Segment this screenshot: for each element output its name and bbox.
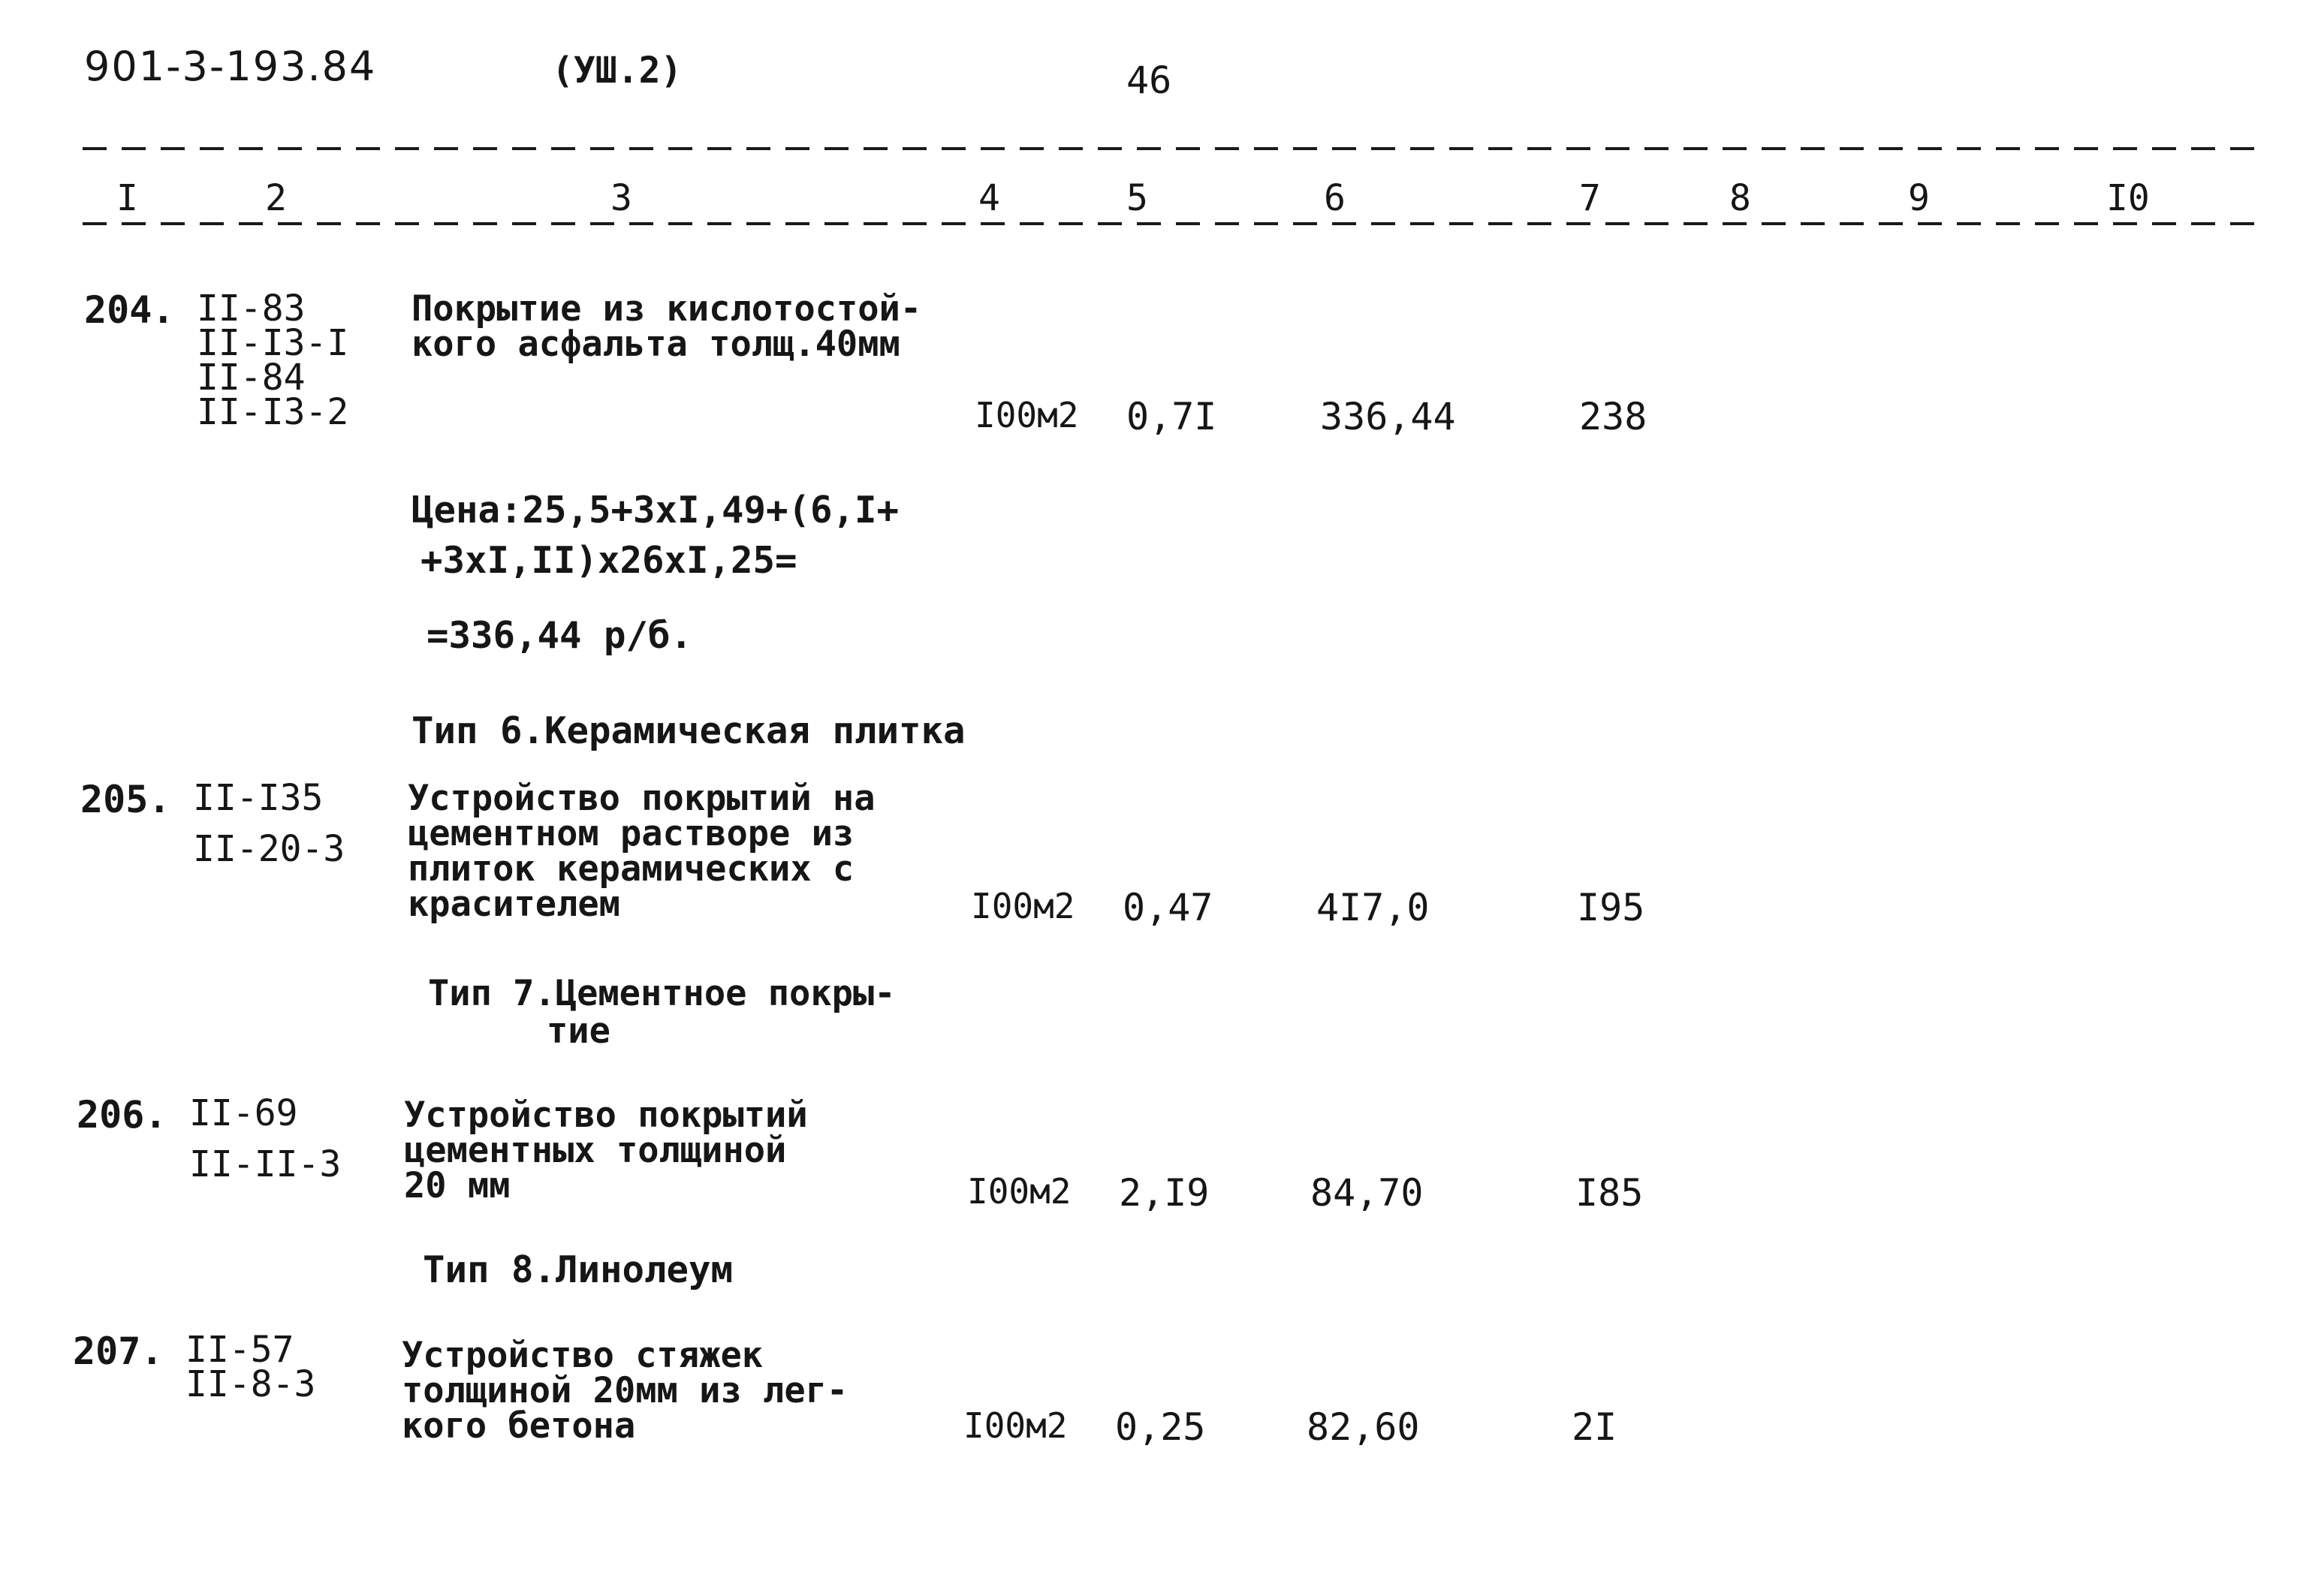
price-value: 4I7,0 — [1316, 886, 1430, 929]
row-number: 205. — [80, 778, 171, 821]
work-description: красителем — [408, 884, 620, 925]
price-value: 82,60 — [1307, 1405, 1420, 1449]
row-number: 204. — [84, 288, 175, 332]
work-description: кого асфальта толщ.40мм — [411, 324, 900, 365]
row-number: 206. — [77, 1093, 167, 1137]
quantity-value: 0,25 — [1115, 1405, 1206, 1449]
column-number-5: 5 — [1126, 177, 1148, 219]
unit-value: I00м2 — [963, 1405, 1068, 1446]
header-rule-bottom — [83, 222, 2256, 225]
section-label: (УШ.2) — [552, 50, 683, 92]
work-description: Устройство стяжек — [402, 1335, 764, 1376]
column-number-7: 7 — [1579, 177, 1601, 219]
work-description: Покрытие из кислотостой- — [411, 288, 922, 330]
total-value: 238 — [1579, 395, 1647, 438]
quantity-value: 2,I9 — [1119, 1171, 1210, 1215]
column-number-9: 9 — [1908, 177, 1930, 219]
norm-code: II-57 — [185, 1329, 294, 1371]
norm-code: II-69 — [189, 1092, 298, 1134]
work-description: кого бетона — [402, 1405, 636, 1447]
price-value: 336,44 — [1320, 395, 1456, 438]
norm-code: II-8-3 — [185, 1363, 316, 1405]
price-value: 84,70 — [1310, 1171, 1424, 1215]
type-heading: Тип 6.Керамическая плитка — [411, 709, 966, 752]
column-number-3: 3 — [610, 177, 632, 219]
work-description: 20 мм — [404, 1165, 511, 1206]
column-number-6: 6 — [1324, 177, 1346, 219]
norm-code: II-I3-I — [197, 322, 349, 364]
type-heading: Тип 7.Цементное покры- — [428, 973, 896, 1014]
norm-code: II-83 — [197, 288, 306, 330]
norm-code: II-I3-2 — [197, 391, 349, 433]
header-rule-top — [83, 147, 2256, 150]
work-description: Устройство покрытий — [404, 1095, 808, 1136]
price-note: +3xI,II)x26xI,25= — [421, 539, 797, 582]
total-value: 2I — [1572, 1405, 1617, 1449]
column-number-4: 4 — [978, 177, 1000, 219]
unit-value: I00м2 — [971, 886, 1075, 926]
work-description: толщиной 20мм из лег- — [402, 1370, 849, 1411]
column-number-10: I0 — [2106, 177, 2150, 219]
quantity-value: 0,47 — [1123, 886, 1213, 929]
norm-code: II-84 — [197, 357, 306, 399]
total-value: I95 — [1577, 886, 1645, 929]
page-number: 46 — [1126, 59, 1172, 102]
column-number-1: I — [116, 177, 138, 219]
price-note: Цена:25,5+3xI,49+(6,I+ — [411, 489, 900, 531]
work-description: плиток керамических с — [408, 848, 855, 890]
norm-code: II-II-3 — [189, 1143, 342, 1185]
type-heading: тие — [547, 1010, 610, 1052]
price-note: =336,44 р/б. — [427, 614, 693, 657]
quantity-value: 0,7I — [1126, 395, 1217, 438]
total-value: I85 — [1575, 1171, 1644, 1215]
column-number-2: 2 — [265, 177, 287, 219]
work-description: цементных толщиной — [404, 1130, 787, 1171]
norm-code: II-I35 — [193, 777, 324, 819]
row-number: 207. — [73, 1329, 164, 1373]
work-description: цементном растворе из — [408, 813, 855, 854]
norm-code: II-20-3 — [193, 828, 345, 870]
unit-value: I00м2 — [975, 395, 1079, 435]
type-heading: Тип 8.Линолеум — [423, 1248, 734, 1291]
document-code: 901-3-193.84 — [84, 43, 377, 90]
unit-value: I00м2 — [967, 1171, 1072, 1212]
column-number-8: 8 — [1729, 177, 1751, 219]
work-description: Устройство покрытий на — [408, 778, 876, 819]
